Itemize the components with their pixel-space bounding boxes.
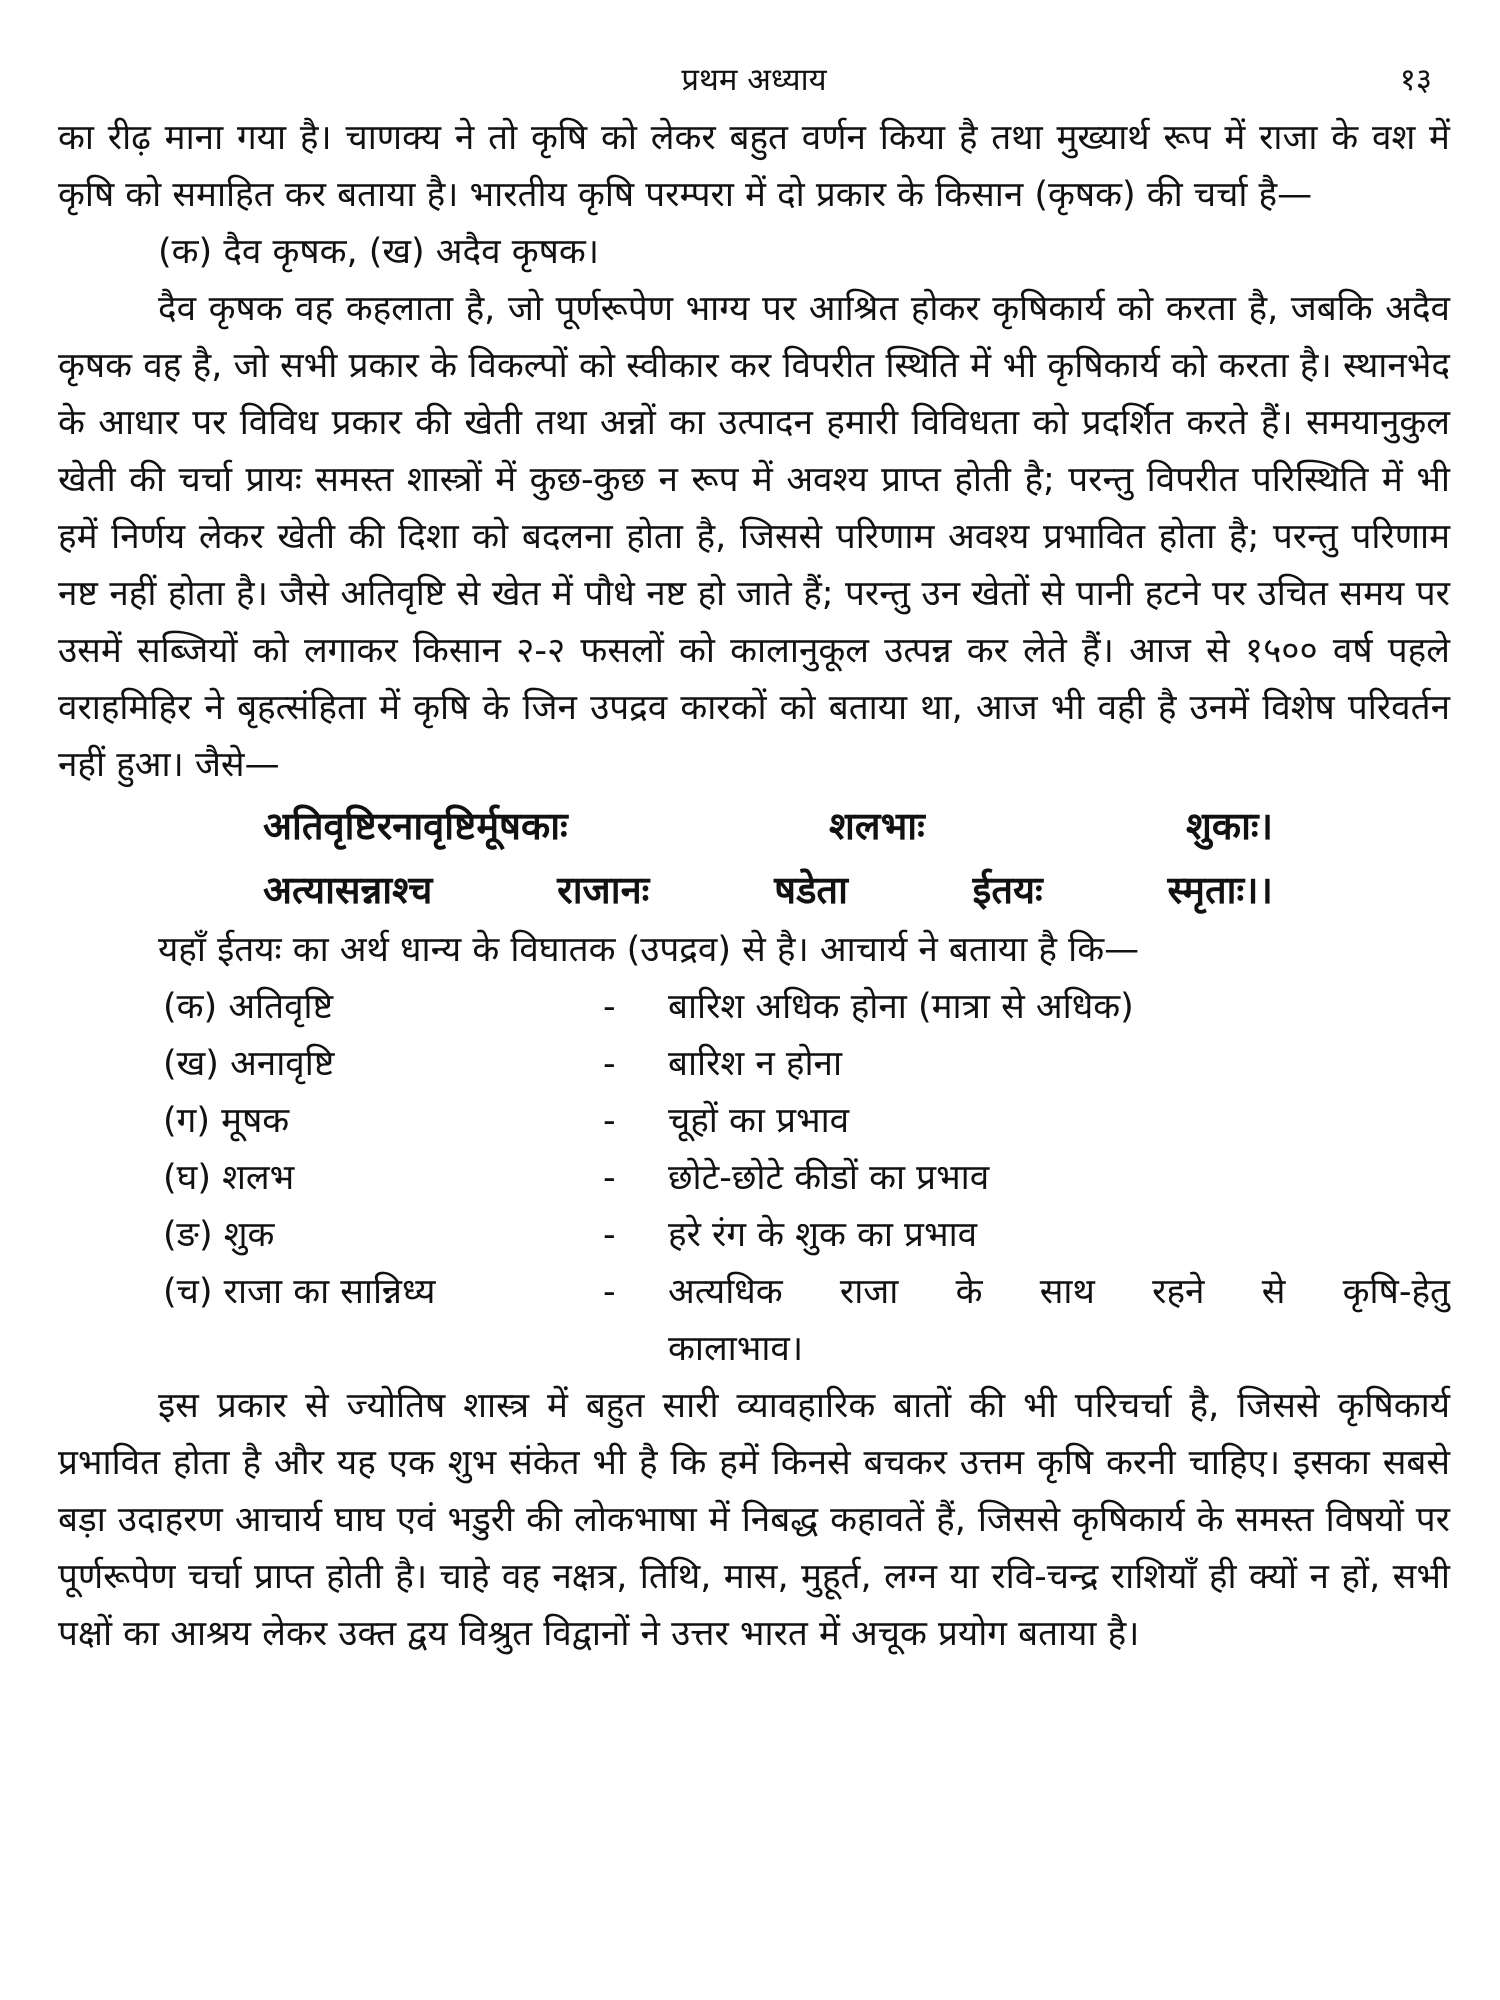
- verse-word: अतिवृष्टिरनावृष्टिर्मूषकाः: [263, 804, 568, 848]
- verse-word: स्मृताः।।: [1167, 868, 1273, 912]
- glossary-dash: -: [603, 1044, 616, 1084]
- glossary-term: (च) राजा का सान्निध्य: [163, 1272, 436, 1312]
- glossary-dash: -: [603, 987, 616, 1027]
- glossary-definition: बारिश न होना: [668, 1044, 843, 1084]
- glossary-list: [163, 979, 1450, 1378]
- glossary-row: [163, 1264, 1450, 1321]
- glossary-term: (घ) शलभ: [163, 1158, 295, 1198]
- verse-word: षडेता: [774, 868, 848, 912]
- glossary-definition: बारिश अधिक होना (मात्रा से अधिक): [668, 987, 1134, 1027]
- farmer-types: (क) दैव कृषक, (ख) अदैव कृषक।: [158, 232, 599, 272]
- glossary-term: (क) अतिवृष्टि: [163, 987, 334, 1027]
- glossary-dash: -: [603, 1215, 616, 1255]
- verse-word: अत्यासन्नाश्च: [263, 868, 433, 912]
- paragraph-farmers: दैव कृषक वह कहलाता है, जो पूर्णरूपेण भाग्य पर आश्रित होकर कृषिकार्य को करता है, जबकि अदैव कृषक वह है, जो सभी प्रकार के विकल्पों को स्वीकार कर विपरीत स्थिति में भी कृषिकार्य को करता है। स्थानभेद के आधार पर विविध प्रकार की खेती तथा अन्नों का उत्पादन हमारी विविधता को प्रदर्शित करते हैं। समयानुकुल खेती की चर्चा प्रायः समस्त शास्त्रों में कुछ-कुछ न रूप में अवश्य प्राप्त होती है; परन्तु विपरीत परिस्थिति में भी हमें निर्णय लेकर खेती की दिशा को बदलना होता है, जिससे परिणाम अवश्य प्रभावित होता है; परन्तु परिणाम नष्ट नहीं होता है। जैसे अतिवृष्टि से खेत में पौधे नष्ट हो जाते हैं; परन्तु उन खेतों से पानी हटने पर उचित समय पर उसमें सब्जियों को लगाकर किसान २-२ फसलों को कालानुकूल उत्पन्न कर लेते हैं। आज से १५०० वर्ष पहले वराहमिहिर ने बृहत्संहिता में कृषि के जिन उपद्रव कारकों को बताया था, आज भी वही है उनमें विशेष परिवर्तन नहीं हुआ। जैसे—: [58, 289, 1450, 785]
- paragraph-intro: का रीढ़ माना गया है। चाणक्य ने तो कृषि को लेकर बहुत वर्णन किया है तथा मुख्यार्थ रूप में राजा के वश में कृषि को समाहित कर बताया है। भारतीय कृषि परम्परा में दो प्रकार के किसान (कृषक) की चर्चा है—: [58, 118, 1450, 215]
- verse-line-1: [263, 794, 1273, 858]
- glossary-dash: -: [603, 1101, 616, 1141]
- glossary-row: [163, 1150, 1450, 1207]
- glossary-row: [163, 1036, 1450, 1093]
- glossary-definition-continuation: कालाभाव।: [668, 1329, 804, 1369]
- glossary-term: (ङ) शुक: [163, 1215, 275, 1255]
- page-number: १३: [1399, 62, 1432, 98]
- verse-word: राजानः: [557, 868, 650, 912]
- verse-word: ईतयः: [972, 868, 1043, 912]
- glossary-dash: -: [603, 1272, 616, 1312]
- sanskrit-verse: [58, 794, 1450, 922]
- glossary-row: [163, 1207, 1450, 1264]
- verse-line-2: [263, 858, 1273, 922]
- page-header: [58, 48, 1450, 100]
- glossary-definition: हरे रंग के शुक का प्रभाव: [668, 1215, 978, 1255]
- glossary-row: [163, 979, 1450, 1036]
- paragraph-conclusion: इस प्रकार से ज्योतिष शास्त्र में बहुत सारी व्यावहारिक बातों की भी परिचर्चा है, जिससे कृषिकार्य प्रभावित होता है और यह एक शुभ संकेत भी है कि हमें किनसे बचकर उत्तम कृषि करनी चाहिए। इसका सबसे बड़ा उदाहरण आचार्य घाघ एवं भडुरी की लोकभाषा में निबद्ध कहावतें हैं, जिससे कृषिकार्य के समस्त विषयों पर पूर्णरूपेण चर्चा प्राप्त होती है। चाहे वह नक्षत्र, तिथि, मास, मुहूर्त, लग्न या रवि-चन्द्र राशियाँ ही क्यों न हों, सभी पक्षों का आश्रय लेकर उक्त द्वय विश्रुत विद्वानों ने उत्तर भारत में अचूक प्रयोग बताया है।: [58, 1386, 1450, 1654]
- glossary-definition: अत्यधिक राजा के साथ रहने से कृषि-हेतु: [668, 1272, 1450, 1312]
- running-head: प्रथम अध्याय: [681, 62, 827, 98]
- glossary-term: (ग) मूषक: [163, 1101, 290, 1141]
- body-text: [58, 110, 1450, 1663]
- glossary-dash: -: [603, 1158, 616, 1198]
- glossary-row: [163, 1093, 1450, 1150]
- verse-word: शुकाः।: [1186, 804, 1273, 848]
- verse-word: शलभाः: [828, 804, 925, 848]
- paragraph-itaya: यहाँ ईतयः का अर्थ धान्य के विघातक (उपद्रव) से है। आचार्य ने बताया है कि—: [158, 930, 1140, 970]
- glossary-definition: चूहों का प्रभाव: [668, 1101, 850, 1141]
- glossary-definition: छोटे-छोटे कीडों का प्रभाव: [668, 1158, 990, 1198]
- glossary-term: (ख) अनावृष्टि: [163, 1044, 335, 1084]
